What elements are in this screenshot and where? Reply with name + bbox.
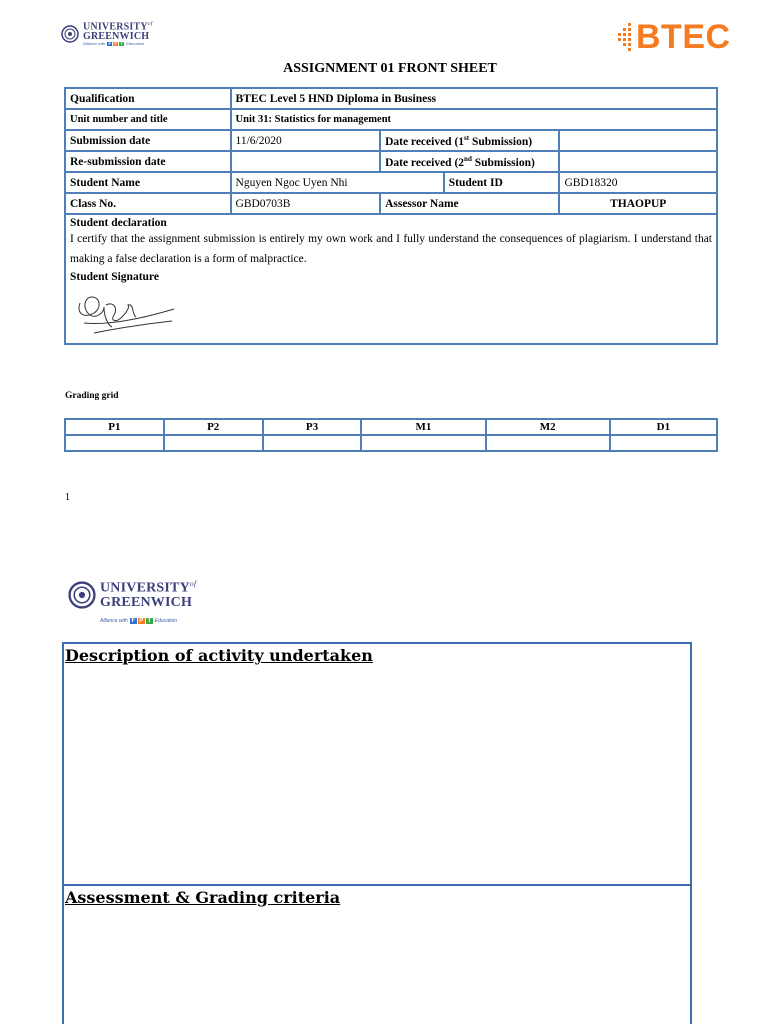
assessor-value: THAOPUP xyxy=(559,193,717,214)
date-received-2-value xyxy=(559,151,717,172)
table-row xyxy=(65,172,717,193)
grade-value-m1 xyxy=(361,435,485,451)
date-received-1-label: Date received (1st Submission) xyxy=(380,130,559,151)
table-row xyxy=(65,214,717,344)
description-heading: Description of activity undertaken xyxy=(65,646,373,665)
university-crest-icon xyxy=(61,25,79,43)
assessment-box xyxy=(62,884,692,1024)
page-number: 1 xyxy=(65,492,70,503)
signature-label: Student Signature xyxy=(70,271,159,283)
assessor-label: Assessor Name xyxy=(380,193,559,214)
submission-date-value: 11/6/2020 xyxy=(231,130,381,151)
table-row xyxy=(65,435,717,451)
qualification-value: BTEC Level 5 HND Diploma in Business xyxy=(231,88,717,109)
student-declaration-cell xyxy=(65,214,717,344)
resubmission-date-value xyxy=(231,151,381,172)
declaration-label: Student declaration xyxy=(70,217,167,229)
page-title: ASSIGNMENT 01 FRONT SHEET xyxy=(283,61,497,76)
unit-label: Unit number and title xyxy=(65,109,231,130)
university-of-greenwich-logo-page2: $UNIVERSITY^{of}$ GREENWICH xyxy=(68,580,196,610)
student-id-label: Student ID xyxy=(444,172,560,193)
btec-dots-icon xyxy=(618,21,634,53)
grading-grid-table xyxy=(64,418,718,452)
grade-header-p3: P3 xyxy=(263,419,362,435)
grade-value-m2 xyxy=(486,435,610,451)
table-row xyxy=(65,88,717,109)
class-label: Class No. xyxy=(65,193,231,214)
class-value: GBD0703B xyxy=(231,193,381,214)
grade-value-p2 xyxy=(164,435,263,451)
date-received-2-label: Date received (2nd Submission) xyxy=(380,151,559,172)
table-row xyxy=(65,109,717,130)
date-received-1-value xyxy=(559,130,717,151)
unit-value: Unit 31: Statistics for management xyxy=(231,109,717,130)
declaration-text: I certify that the assignment submission is entirely my own work and I fully understand the consequences of plagiarism. I understand that making a false declaration is a form of malpractice. xyxy=(70,233,712,265)
alliance-line: Alliance with F P T Education xyxy=(100,618,178,624)
student-id-value: GBD18320 xyxy=(559,172,717,193)
table-row xyxy=(65,151,717,172)
table-row xyxy=(65,193,717,214)
front-sheet-table xyxy=(64,87,718,345)
grade-header-p1: P1 xyxy=(65,419,164,435)
university-crest-icon xyxy=(68,581,96,609)
btec-logo: BTEC xyxy=(618,20,731,54)
grade-value-d1 xyxy=(610,435,717,451)
grade-header-d1: D1 xyxy=(610,419,717,435)
assessment-heading: Assessment & Grading criteria xyxy=(65,888,341,907)
grade-header-m2: M2 xyxy=(486,419,610,435)
table-row xyxy=(65,130,717,151)
university-of-greenwich-logo: $UNIVERSITY^{of}$ GREENWICH Alliance with F P T Education xyxy=(61,22,152,46)
grading-grid-label: Grading grid xyxy=(65,391,119,401)
grade-value-p1 xyxy=(65,435,164,451)
fpt-badge: F P T xyxy=(108,41,123,47)
submission-date-label: Submission date xyxy=(65,130,231,151)
student-signature-image xyxy=(74,283,184,341)
fpt-badge: F P T xyxy=(131,618,152,624)
grade-header-p2: P2 xyxy=(164,419,263,435)
resubmission-date-label: Re-submission date xyxy=(65,151,231,172)
student-name-value: Nguyen Ngoc Uyen Nhi xyxy=(231,172,444,193)
description-box xyxy=(62,642,692,886)
qualification-label: Qualification xyxy=(65,88,231,109)
student-name-label: Student Name xyxy=(65,172,231,193)
table-row xyxy=(65,419,717,435)
grade-header-m1: M1 xyxy=(361,419,485,435)
grade-value-p3 xyxy=(263,435,362,451)
